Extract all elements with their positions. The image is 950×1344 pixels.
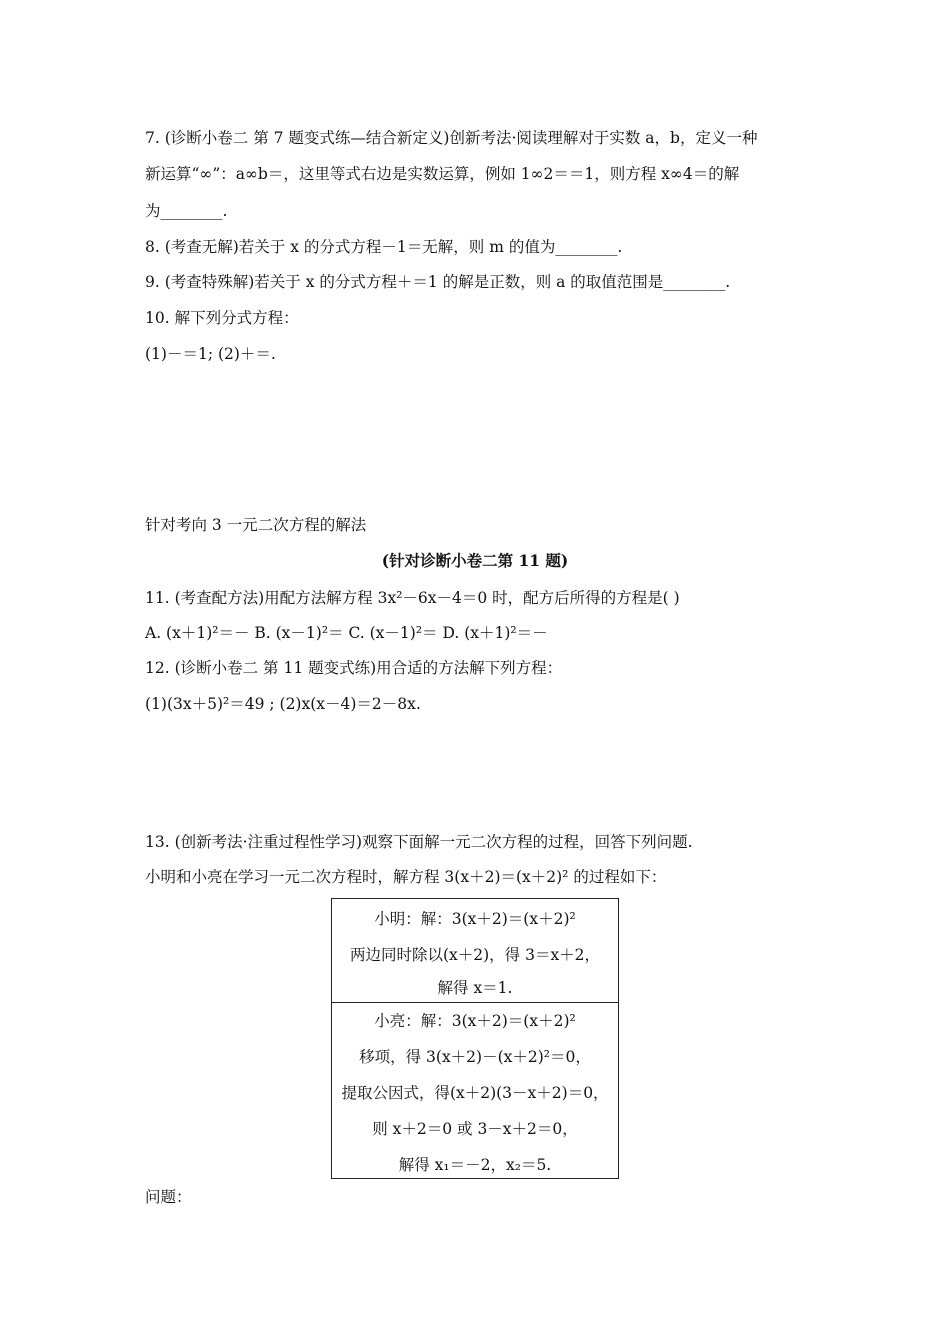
xiaoliang-step-3: 提取公因式，得(x＋2)(3－x＋2)＝0，: [341, 1084, 609, 1102]
q7-line-1: 7. (诊断小卷二 第 7 题变式练—结合新定义)创新考法·阅读理解对于实数 a，b，定义一种: [145, 129, 758, 147]
xiaoliang-step-2: 移项，得 3(x＋2)－(x＋2)²＝0，: [359, 1048, 591, 1066]
xiaoliang-solution: [332, 1003, 618, 1183]
q7-line-3: 为________.: [145, 202, 228, 220]
q11-options: A. (x＋1)²＝－ B. (x－1)²＝ C. (x－1)²＝ D. (x＋1)²＝－: [145, 624, 548, 642]
q8-line: 8. (考查无解)若关于 x 的分式方程－1＝无解，则 m 的值为________.: [145, 238, 623, 256]
xiaoming-solution: [332, 899, 618, 1003]
q7-line-2: 新运算“∞”：a∞b＝，这里等式右边是实数运算，例如 1∞2＝＝1，则方程 x∞4＝的解: [145, 165, 740, 183]
xiaoliang-step-1: 小亮：解：3(x＋2)＝(x＋2)²: [374, 1012, 576, 1030]
q11-line: 11. (考查配方法)用配方法解方程 3x²－6x－4＝0 时，配方后所得的方程是( ): [145, 589, 680, 607]
xiaoming-step-1: 小明：解：3(x＋2)＝(x＋2)²: [374, 910, 576, 928]
solution-box: [331, 898, 619, 1179]
q13-intro: 小明和小亮在学习一元二次方程时，解方程 3(x＋2)＝(x＋2)² 的过程如下：: [145, 868, 667, 886]
xiaoming-step-3: 解得 x＝1.: [437, 979, 513, 997]
q12-equations: (1)(3x＋5)²＝49 ; (2)x(x－4)＝2－8x.: [145, 695, 421, 713]
q12-line: 12. (诊断小卷二 第 11 题变式练)用合适的方法解下列方程：: [145, 659, 563, 677]
section-heading: 针对考向 3 一元二次方程的解法: [145, 516, 367, 534]
xiaoming-step-2: 两边同时除以(x＋2)，得 3＝x＋2，: [349, 946, 601, 964]
xiaoliang-step-4: 则 x＋2＝0 或 3－x＋2＝0，: [372, 1120, 578, 1138]
question-label: 问题：: [145, 1188, 192, 1206]
xiaoliang-step-5: 解得 x₁＝－2，x₂＝5.: [398, 1156, 552, 1174]
q10-line: 10. 解下列分式方程：: [145, 309, 299, 327]
q13-line: 13. (创新考法·注重过程性学习)观察下面解一元二次方程的过程，回答下列问题.: [145, 833, 693, 851]
q10-equations: (1)－＝1; (2)＋＝.: [145, 345, 276, 363]
q9-line: 9. (考查特殊解)若关于 x 的分式方程＋＝1 的解是正数，则 a 的取值范围是________.: [145, 273, 731, 291]
section-subheading: (针对诊断小卷二第 11 题): [381, 551, 569, 570]
